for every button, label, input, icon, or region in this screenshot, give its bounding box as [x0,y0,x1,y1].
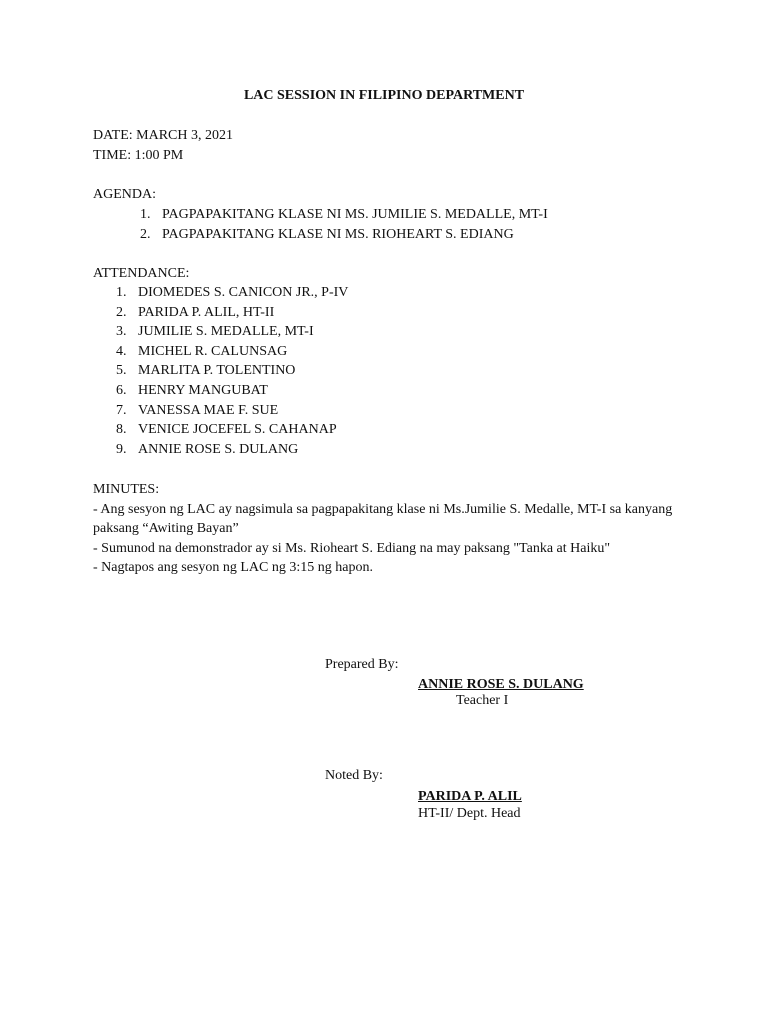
prepared-by-label: Prepared By: [325,657,399,672]
minutes-heading: MINUTES: [93,482,160,497]
list-number: 6. [116,382,127,398]
attendance-list [116,283,348,459]
list-number: 7. [116,402,127,418]
list-item [116,303,348,323]
list-number: 2. [116,304,127,320]
list-number: 9. [116,441,127,457]
list-item [116,440,348,460]
document-title: LAC SESSION IN FILIPINO DEPARTMENT [243,88,525,103]
list-item [116,322,348,342]
list-item [116,342,348,362]
prepared-by-name: ANNIE ROSE S. DULANG [418,677,584,692]
list-number: 2. [140,226,151,242]
minutes-entry: - Ang sesyon ng LAC ay nagsimula sa pagpapakitang klase ni Ms.Jumilie S. Medalle, MT-I sa kanyang paksang “Awiting Bayan” [93,501,673,537]
list-text: HENRY MANGUBAT [138,382,268,398]
meeting-time: TIME: 1:00 PM [93,148,184,163]
minutes-section [93,480,693,578]
list-text: PAGPAPAKITANG KLASE NI MS. RIOHEART S. EDIANG [162,226,514,242]
list-text: ANNIE ROSE S. DULANG [138,441,299,457]
list-number: 8. [116,422,127,438]
minutes-entry: - Sumunod na demonstrador ay si Ms. Rioheart S. Ediang na may paksang "Tanka at Haiku" [93,540,611,556]
list-number: 1. [116,285,127,300]
list-item [116,283,348,303]
noted-by-role: HT-II/ Dept. Head [418,806,521,821]
list-item [140,225,548,245]
meeting-date: DATE: MARCH 3, 2021 [93,128,234,143]
attendance-heading: ATTENDANCE: [93,266,190,281]
list-number: 1. [140,207,151,222]
list-text: PARIDA P. ALIL, HT-II [138,304,275,320]
minutes-entry: - Nagtapos ang sesyon ng LAC ng 3:15 ng hapon. [93,560,373,576]
prepared-by-role: Teacher I [456,693,509,708]
list-text: MARLITA P. TOLENTINO [138,363,296,379]
list-text: VENICE JOCEFEL S. CAHANAP [138,422,337,438]
agenda-heading: AGENDA: [93,187,156,202]
list-number: 3. [116,324,127,340]
noted-by-label: Noted By: [325,768,383,783]
list-text: JUMILIE S. MEDALLE, MT-I [138,324,314,340]
list-item [116,420,348,440]
list-text: VANESSA MAE F. SUE [138,402,279,418]
noted-by-name: PARIDA P. ALIL [418,789,522,804]
agenda-list [140,205,548,244]
list-item [116,361,348,381]
list-text: MICHEL R. CALUNSAG [138,343,288,359]
list-text: PAGPAPAKITANG KLASE NI MS. JUMILIE S. MEDALLE, MT-I [162,207,548,222]
list-item [116,401,348,421]
list-number: 5. [116,363,127,379]
list-number: 4. [116,343,127,359]
list-text: DIOMEDES S. CANICON JR., P-IV [138,285,349,300]
list-item [116,381,348,401]
list-item [140,205,548,225]
